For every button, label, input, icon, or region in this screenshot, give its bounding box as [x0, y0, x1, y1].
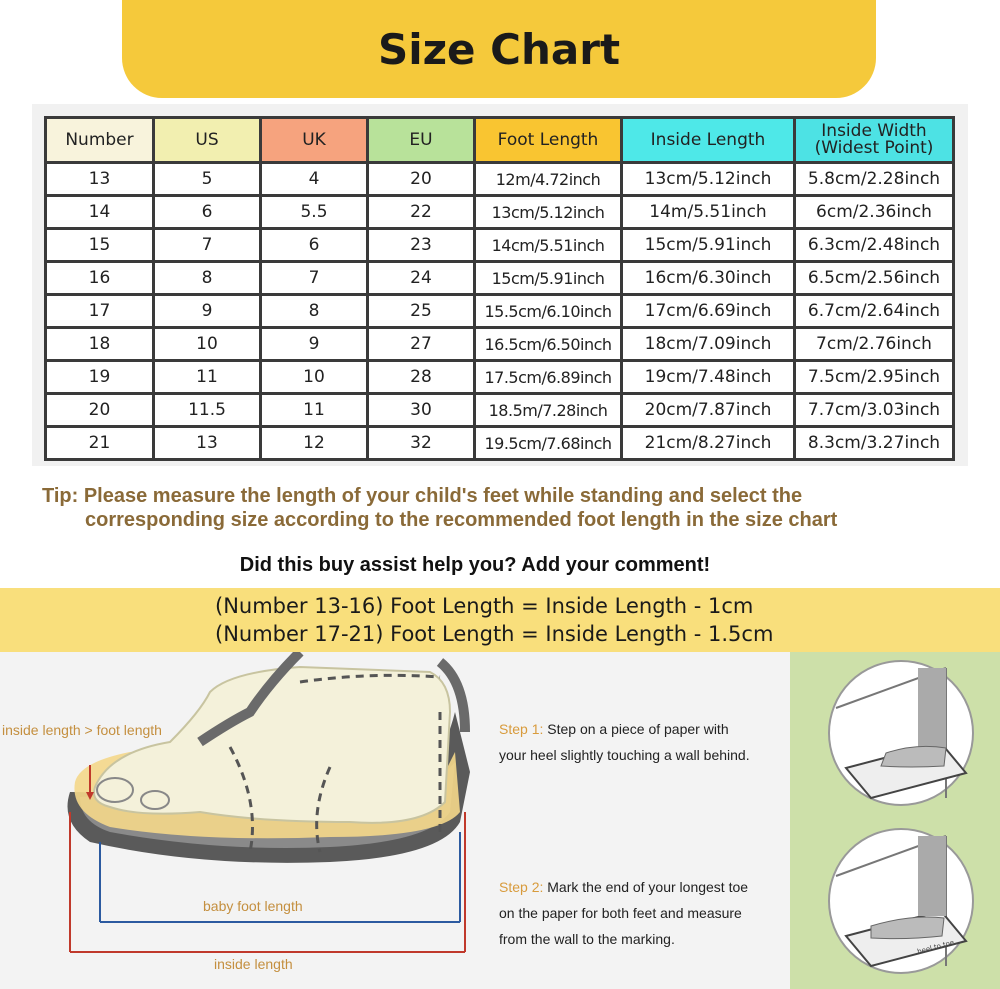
cell-uk: 5.5: [261, 196, 368, 229]
step-2-line3: from the wall to the marking.: [499, 931, 675, 947]
cell-eu: 28: [368, 361, 475, 394]
table-header-row: [46, 118, 954, 163]
cell-uk: 12: [261, 427, 368, 460]
step-1-line2: your heel slightly touching a wall behind.: [499, 747, 750, 763]
cell-inside-length: 17cm/6.69inch: [622, 295, 795, 328]
step-1-line1: Step on a piece of paper with: [547, 721, 729, 737]
cell-uk: 6: [261, 229, 368, 262]
cell-us: 13: [154, 427, 261, 460]
header-foot-length: Foot Length: [475, 118, 622, 163]
cell-us: 5: [154, 163, 261, 196]
cell-inside-length: 19cm/7.48inch: [622, 361, 795, 394]
comment-prompt: Did this buy assist help you? Add your comment!: [239, 554, 711, 576]
table-row: [46, 163, 954, 196]
cell-number: 13: [46, 163, 154, 196]
cell-foot-length: 18.5m/7.28inch: [475, 394, 622, 427]
size-table-container: [32, 104, 968, 466]
step-2-label: Step 2:: [499, 879, 544, 895]
cell-inside-width: 6.7cm/2.64inch: [795, 295, 954, 328]
cell-eu: 30: [368, 394, 475, 427]
step-2-image: [826, 826, 976, 976]
cell-number: 18: [46, 328, 154, 361]
cell-inside-width: 6.3cm/2.48inch: [795, 229, 954, 262]
cell-eu: 27: [368, 328, 475, 361]
header-inside-width: [795, 118, 954, 163]
cell-us: 11.5: [154, 394, 261, 427]
cell-number: 16: [46, 262, 154, 295]
cell-foot-length: 19.5cm/7.68inch: [475, 427, 622, 460]
cell-inside-length: 14m/5.51inch: [622, 196, 795, 229]
tip-line2: corresponding size according to the recommended foot length in the size chart: [85, 509, 838, 531]
cell-number: 19: [46, 361, 154, 394]
cell-uk: 8: [261, 295, 368, 328]
cell-foot-length: 15cm/5.91inch: [475, 262, 622, 295]
step-2-text: [499, 874, 789, 952]
step-2-line2: on the paper for both feet and measure: [499, 905, 742, 921]
cell-foot-length: 17.5cm/6.89inch: [475, 361, 622, 394]
header-us: US: [154, 118, 261, 163]
cell-foot-length: 16.5cm/6.50inch: [475, 328, 622, 361]
step-1-label: Step 1:: [499, 721, 544, 737]
cell-eu: 22: [368, 196, 475, 229]
cell-foot-length: 14cm/5.51inch: [475, 229, 622, 262]
table-row: [46, 394, 954, 427]
header-inside-width-line2: (Widest Point): [814, 138, 934, 158]
formula-band: [0, 588, 1000, 652]
cell-foot-length: 15.5cm/6.10inch: [475, 295, 622, 328]
table-row: [46, 427, 954, 460]
header-eu: EU: [368, 118, 475, 163]
cell-inside-length: 16cm/6.30inch: [622, 262, 795, 295]
cell-uk: 4: [261, 163, 368, 196]
step-1-text: [499, 716, 789, 768]
table-row: [46, 229, 954, 262]
cell-uk: 9: [261, 328, 368, 361]
cell-inside-width: 6.5cm/2.56inch: [795, 262, 954, 295]
cell-foot-length: 13cm/5.12inch: [475, 196, 622, 229]
step-1-image: [826, 658, 976, 808]
cell-eu: 20: [368, 163, 475, 196]
step-2-line1: Mark the end of your longest toe: [547, 879, 749, 895]
cell-eu: 24: [368, 262, 475, 295]
formula-1: (Number 13-16) Foot Length = Inside Length - 1cm: [215, 594, 754, 618]
cell-number: 15: [46, 229, 154, 262]
header-inside-length: Inside Length: [622, 118, 795, 163]
table-row: [46, 262, 954, 295]
cell-inside-width: 5.8cm/2.28inch: [795, 163, 954, 196]
table-row: [46, 295, 954, 328]
label-baby-foot-length: baby foot length: [203, 898, 303, 914]
cell-eu: 32: [368, 427, 475, 460]
cell-us: 8: [154, 262, 261, 295]
tip-text: [42, 484, 942, 532]
cell-inside-width: 7.5cm/2.95inch: [795, 361, 954, 394]
cell-eu: 23: [368, 229, 475, 262]
cell-us: 7: [154, 229, 261, 262]
title-banner: [122, 0, 876, 98]
cell-number: 20: [46, 394, 154, 427]
cell-inside-width: 7cm/2.76inch: [795, 328, 954, 361]
formula-2: (Number 17-21) Foot Length = Inside Length - 1.5cm: [215, 622, 774, 646]
table-row: [46, 196, 954, 229]
cell-us: 11: [154, 361, 261, 394]
table-row: [46, 328, 954, 361]
heel-to-toe-label: heel to toe: [916, 938, 956, 956]
cell-inside-length: 21cm/8.27inch: [622, 427, 795, 460]
cell-inside-length: 13cm/5.12inch: [622, 163, 795, 196]
cell-us: 9: [154, 295, 261, 328]
cell-us: 6: [154, 196, 261, 229]
header-number: Number: [46, 118, 154, 163]
size-table: [44, 116, 955, 461]
cell-inside-length: 20cm/7.87inch: [622, 394, 795, 427]
cell-uk: 10: [261, 361, 368, 394]
tip-line1: Tip: Please measure the length of your child's feet while standing and select the: [42, 485, 803, 507]
header-inside-width-line1: Inside Width: [821, 121, 927, 141]
cell-us: 10: [154, 328, 261, 361]
cell-inside-width: 6cm/2.36inch: [795, 196, 954, 229]
label-inside-length: inside length: [214, 956, 293, 972]
cell-inside-width: 8.3cm/3.27inch: [795, 427, 954, 460]
cell-inside-length: 18cm/7.09inch: [622, 328, 795, 361]
page-title: Size Chart: [377, 24, 621, 74]
cell-number: 21: [46, 427, 154, 460]
label-inside-vs-foot-length: inside length > foot length: [2, 722, 162, 738]
table-row: [46, 361, 954, 394]
header-uk: UK: [261, 118, 368, 163]
cell-inside-width: 7.7cm/3.03inch: [795, 394, 954, 427]
cell-foot-length: 12m/4.72inch: [475, 163, 622, 196]
cell-inside-length: 15cm/5.91inch: [622, 229, 795, 262]
cell-uk: 11: [261, 394, 368, 427]
cell-uk: 7: [261, 262, 368, 295]
cell-eu: 25: [368, 295, 475, 328]
cell-number: 17: [46, 295, 154, 328]
cell-number: 14: [46, 196, 154, 229]
table-body: [46, 163, 954, 460]
